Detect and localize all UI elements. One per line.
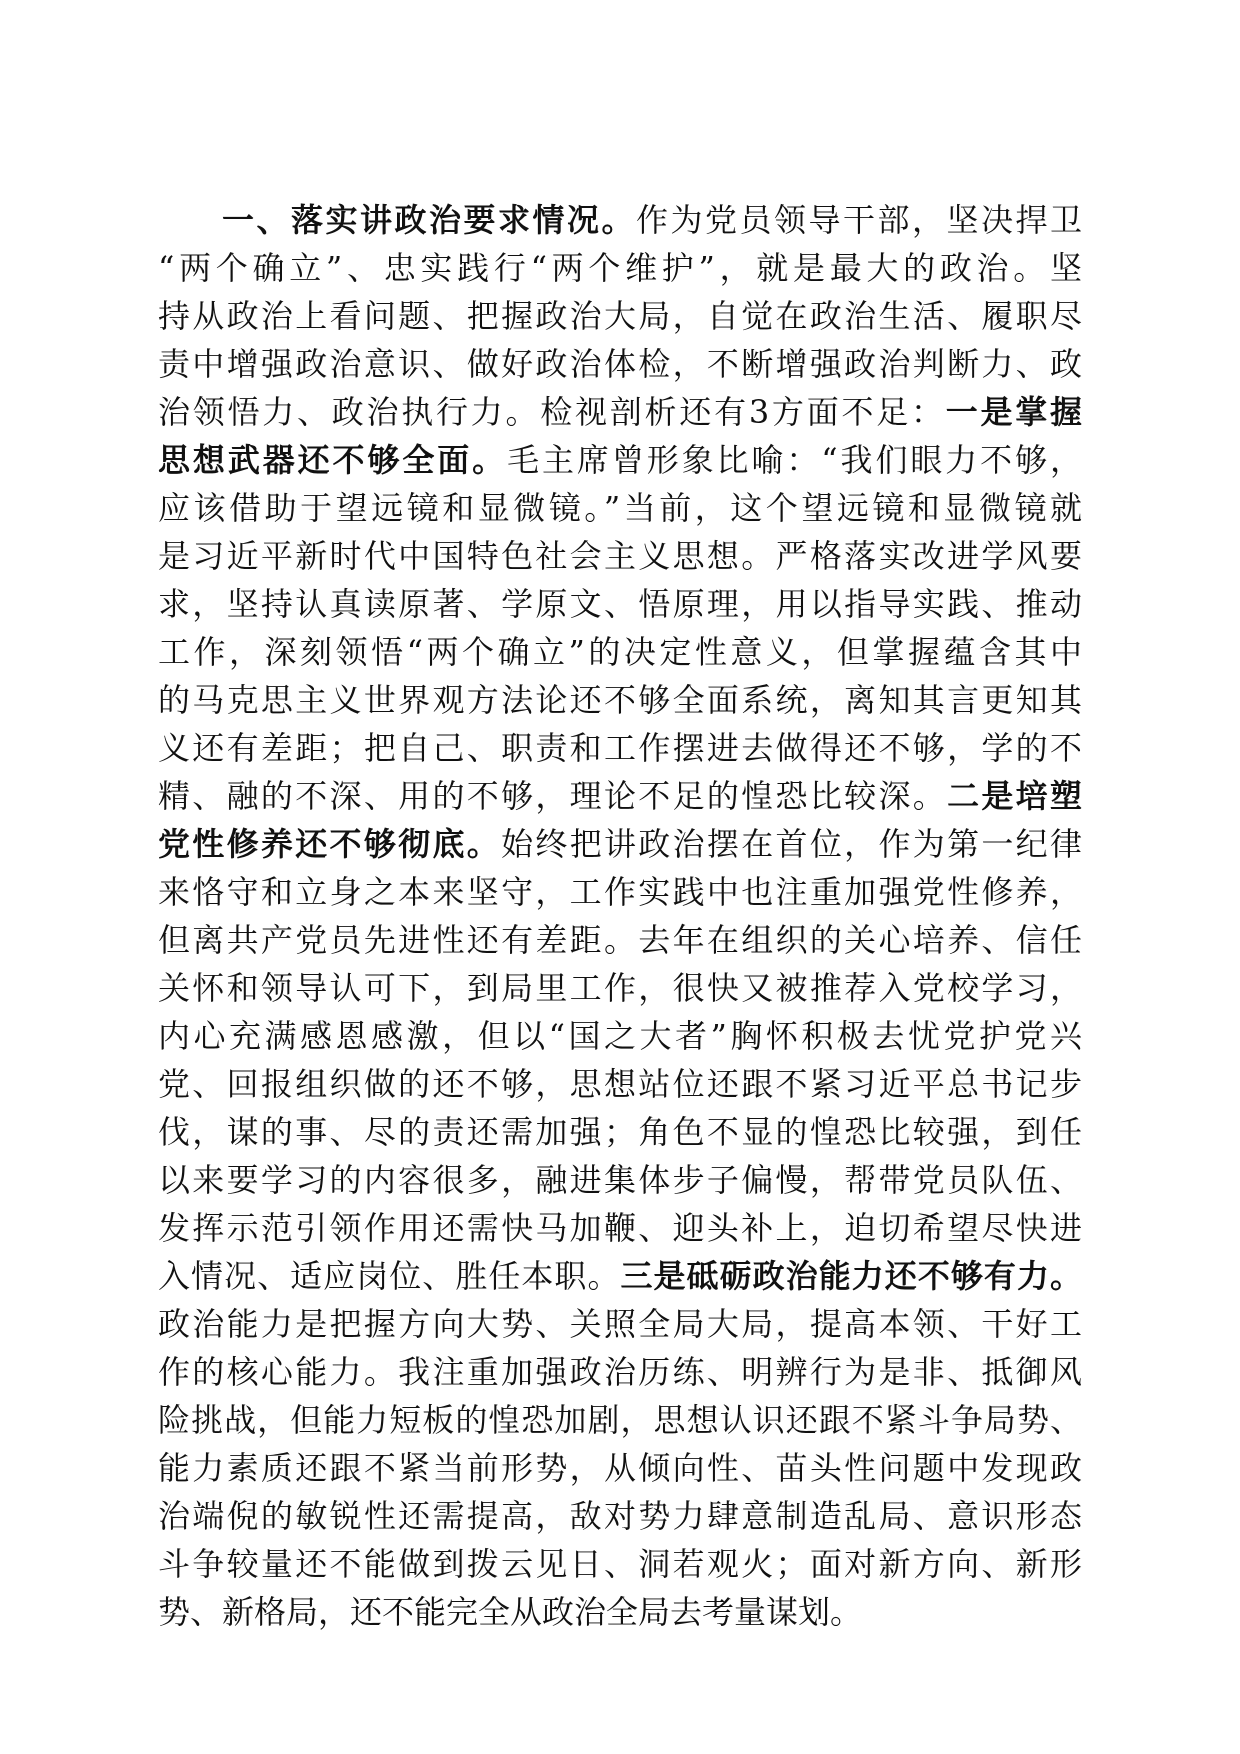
body-paragraph (158, 196, 1082, 1636)
paragraph-line (158, 484, 1082, 532)
bold-heading-text: 思想武器还不够全面。 (158, 441, 508, 479)
bold-heading-text: 党性修养还不够彻底。 (158, 825, 502, 863)
paragraph-line (158, 1060, 1082, 1108)
body-text: 应该借助于望远镜和显微镜。”当前，这个望远镜和显微镜就 (158, 489, 1082, 527)
body-text: 责中增强政治意识、做好政治体检，不断增强政治判断力、政 (158, 345, 1082, 383)
bold-heading-text: 一、落实讲政治要求情况。 (222, 201, 636, 239)
paragraph-line (158, 916, 1082, 964)
paragraph-line (158, 292, 1082, 340)
paragraph-line (158, 340, 1082, 388)
paragraph-line (158, 1540, 1082, 1588)
body-text: 关怀和领导认可下，到局里工作，很快又被推荐入党校学习， (158, 969, 1082, 1007)
paragraph-line (158, 1492, 1082, 1540)
paragraph-line (158, 1156, 1082, 1204)
body-text: 险挑战，但能力短板的惶恐加剧，思想认识还跟不紧斗争局势、 (158, 1401, 1082, 1439)
body-text: 政治能力是把握方向大势、关照全局大局，提高本领、干好工 (158, 1305, 1082, 1343)
paragraph-line (158, 1348, 1082, 1396)
body-text: 是习近平新时代中国特色社会主义思想。严格落实改进学风要 (158, 537, 1082, 575)
body-text: 治端倪的敏锐性还需提高，敌对势力肆意制造乱局、意识形态 (158, 1497, 1082, 1535)
paragraph-line (158, 820, 1082, 868)
paragraph-line (158, 628, 1082, 676)
body-text: 势、新格局，还不能完全从政治全局去考量谋划。 (158, 1593, 863, 1631)
body-text: 能力素质还跟不紧当前形势，从倾向性、苗头性问题中发现政 (158, 1449, 1082, 1487)
body-text: 治领悟力、政治执行力。检视剖析还有3方面不足： (158, 393, 946, 431)
body-text: 的马克思主义世界观方法论还不够全面系统，离知其言更知其 (158, 681, 1082, 719)
paragraph-line (158, 1108, 1082, 1156)
paragraph-line (158, 1396, 1082, 1444)
body-text: 义还有差距；把自己、职责和工作摆进去做得还不够，学的不 (158, 729, 1082, 767)
bold-heading-text: 一是掌握 (945, 393, 1082, 431)
body-text: 毛主席曾形象比喻：“我们眼力不够， (507, 441, 1082, 479)
body-text: 斗争较量还不能做到拨云见日、洞若观火；面对新方向、新形 (158, 1545, 1082, 1583)
body-text: 作的核心能力。我注重加强政治历练、明辨行为是非、抵御风 (158, 1353, 1082, 1391)
paragraph-line (158, 1444, 1082, 1492)
paragraph-line (158, 1252, 1082, 1300)
paragraph-line (158, 964, 1082, 1012)
paragraph-line (158, 580, 1082, 628)
body-text: 始终把讲政治摆在首位，作为第一纪律 (501, 825, 1082, 863)
paragraph-line (158, 196, 1082, 244)
body-text: 作为党员领导干部，坚决捍卫 (636, 201, 1082, 239)
body-text: 党、回报组织做的还不够，思想站位还跟不紧习近平总书记步 (158, 1065, 1082, 1103)
paragraph-line (158, 1588, 1082, 1636)
paragraph-line (158, 244, 1082, 292)
paragraph-line (158, 868, 1082, 916)
body-text: 以来要学习的内容很多，融进集体步子偏慢，帮带党员队伍、 (158, 1161, 1082, 1199)
bold-heading-text: 二是培塑 (947, 777, 1082, 815)
body-text: 精、融的不深、用的不够，理论不足的惶恐比较深。 (158, 777, 948, 815)
body-text: 工作，深刻领悟“两个确立”的决定性意义，但掌握蕴含其中 (158, 633, 1082, 671)
paragraph-line (158, 1012, 1082, 1060)
body-text: 伐，谋的事、尽的责还需加强；角色不显的惶恐比较强，到任 (158, 1113, 1082, 1151)
paragraph-line (158, 436, 1082, 484)
paragraph-line (158, 388, 1082, 436)
paragraph-line (158, 1300, 1082, 1348)
body-text: 入情况、适应岗位、胜任本职。 (158, 1257, 621, 1295)
body-text: “两个确立”、忠实践行“两个维护”，就是最大的政治。坚 (158, 249, 1082, 287)
body-text: 求，坚持认真读原著、学原文、悟原理，用以指导实践、推动 (158, 585, 1082, 623)
body-text: 发挥示范引领作用还需快马加鞭、迎头补上，迫切希望尽快进 (158, 1209, 1082, 1247)
paragraph-line (158, 676, 1082, 724)
bold-heading-text: 三是砥砺政治能力还不够有力。 (620, 1257, 1082, 1295)
body-text: 持从政治上看问题、把握政治大局，自觉在政治生活、履职尽 (158, 297, 1082, 335)
paragraph-line (158, 772, 1082, 820)
body-text: 但离共产党员先进性还有差距。去年在组织的关心培养、信任 (158, 921, 1082, 959)
body-text: 内心充满感恩感激，但以“国之大者”胸怀积极去忧党护党兴 (158, 1017, 1082, 1055)
body-text: 来恪守和立身之本来坚守，工作实践中也注重加强党性修养， (158, 873, 1082, 911)
paragraph-line (158, 532, 1082, 580)
paragraph-line (158, 724, 1082, 772)
paragraph-line (158, 1204, 1082, 1252)
